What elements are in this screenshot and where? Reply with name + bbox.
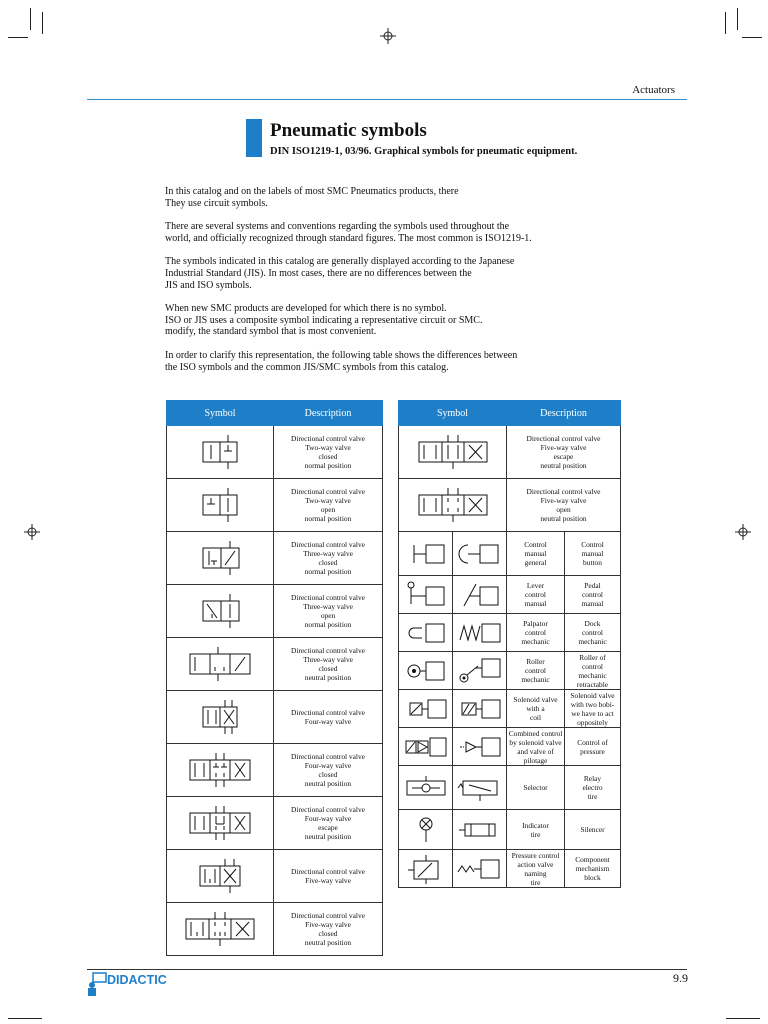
table-row [399, 728, 621, 766]
crop-mark [737, 8, 738, 30]
column-header-description: Description [507, 401, 621, 426]
solenoid-icon [402, 694, 450, 724]
description-cell: Roller control mechanic [507, 652, 565, 690]
symbol-cell [167, 532, 274, 585]
description-cell: Pedal control manual [565, 576, 621, 614]
intro-paragraph: There are several systems and conventions regarding the symbols used throughout the world, and officially recognized through standard figures. The most common is ISO1219-1. [165, 221, 532, 244]
brand-logo-text: DIDACTIC [107, 973, 167, 987]
page-number: 9.9 [673, 971, 688, 985]
table-row [399, 576, 621, 614]
roller-icon [402, 656, 450, 686]
page-subtitle: DIN ISO1219-1, 03/96. Graphical symbols for pneumatic equipment. [270, 146, 578, 157]
description-cell: Directional control valve Two-way valve open normal position [274, 479, 383, 532]
title-accent-bar [246, 119, 262, 157]
symbols-table-right [398, 400, 621, 888]
intro-paragraph: In order to clarify this representation, the following table shows the differences between the ISO symbols and the common JIS/SMC symbols from this catalog. [165, 349, 518, 373]
selector-icon [401, 773, 451, 803]
description-cell: Indicator tire [507, 810, 565, 850]
table-row [167, 532, 383, 585]
description-cell: Dock control mechanic [565, 614, 621, 652]
symbol-cell [399, 810, 453, 850]
symbol-cell [453, 576, 507, 614]
table-row [167, 426, 383, 479]
crop-mark [8, 1018, 42, 1019]
symbol-cell [167, 638, 274, 691]
description-cell: Directional control valve Two-way valve closed normal position [274, 426, 383, 479]
symbol-cell [399, 576, 453, 614]
symbol-cell [167, 479, 274, 532]
description-cell: Combined control by solenoid valve and valve of pilotage [507, 728, 565, 766]
symbol-cell [399, 532, 453, 576]
symbol-cell [399, 850, 453, 888]
symbol-cell [453, 652, 507, 690]
table-row [399, 532, 621, 576]
valve-5way-open-center-icon [413, 484, 493, 526]
symbol-cell [167, 426, 274, 479]
column-header-symbol: Symbol [399, 401, 507, 426]
description-cell: Lever control manual [507, 576, 565, 614]
pressure-valve-icon [402, 853, 450, 885]
symbol-cell [453, 532, 507, 576]
description-cell: Relay electro tire [565, 766, 621, 810]
description-cell: Solenoid valve with two bobi- we have to act oppositely [565, 690, 621, 728]
registration-mark-icon [380, 28, 396, 44]
table-row [167, 585, 383, 638]
indicator-icon [402, 814, 450, 846]
symbol-cell [167, 744, 274, 797]
valve-5way-icon [190, 855, 250, 897]
table-row [399, 766, 621, 810]
description-cell: Pressure control action valve naming tire [507, 850, 565, 888]
valve-3way-3pos-icon [185, 643, 255, 685]
symbol-cell [453, 766, 507, 810]
description-cell: Directional control valve Five-way valve closed neutral position [274, 903, 383, 956]
pressure-control-icon [456, 732, 504, 762]
symbol-cell [399, 652, 453, 690]
pedal-icon [456, 580, 504, 610]
table-row [167, 797, 383, 850]
table-row [399, 426, 621, 479]
symbol-cell [399, 479, 507, 532]
description-cell: Directional control valve Four-way valve closed neutral position [274, 744, 383, 797]
description-cell: Directional control valve Three-way valve closed normal position [274, 532, 383, 585]
description-cell: Silencer [565, 810, 621, 850]
description-cell: Directional control valve Five-way valve escape neutral position [507, 426, 621, 479]
intro-paragraph: When new SMC products are developed for which there is no symbol. ISO or JIS uses a composite symbol indicating a representative circuit or SMC. modify, the standard symbol that is most convenient. [165, 303, 483, 338]
symbols-table-left [166, 400, 383, 956]
valve-5way-closed-center-icon [182, 908, 258, 950]
table-row [167, 479, 383, 532]
lever-icon [402, 580, 450, 610]
column-header-description: Description [274, 401, 383, 426]
footer-rule [87, 969, 687, 970]
description-cell: Directional control valve Four-way valve [274, 691, 383, 744]
crop-mark [42, 12, 43, 34]
symbol-cell [453, 728, 507, 766]
description-cell: Component mechanism block [565, 850, 621, 888]
solenoid-pilot-icon [402, 732, 450, 762]
valve-5way-exhaust-center-icon [413, 431, 493, 473]
valve-3way-closed-icon [190, 537, 250, 579]
symbol-cell [399, 766, 453, 810]
crop-mark [742, 37, 762, 38]
description-cell: Directional control valve Three-way valve open normal position [274, 585, 383, 638]
valve-4way-icon [190, 696, 250, 738]
header-rule [87, 99, 687, 100]
intro-text [165, 186, 585, 385]
description-cell: Control manual button [565, 532, 621, 576]
description-cell: Directional control valve Three-way valve closed neutral position [274, 638, 383, 691]
valve-4way-closed-center-icon [185, 749, 255, 791]
description-cell: Solenoid valve with a coil [507, 690, 565, 728]
plunger-icon [402, 618, 450, 648]
symbol-cell [453, 614, 507, 652]
didactic-logo-icon [86, 972, 108, 996]
valve-4way-exhaust-center-icon [185, 802, 255, 844]
description-cell: Directional control valve Four-way valve escape neutral position [274, 797, 383, 850]
description-cell: Selector [507, 766, 565, 810]
registration-mark-icon [735, 524, 751, 540]
table-row [167, 691, 383, 744]
table-row [399, 652, 621, 690]
valve-2way-closed-icon [190, 431, 250, 473]
valve-2way-open-icon [190, 484, 250, 526]
crop-mark [726, 1018, 760, 1019]
electro-pneumatic-relay-icon [455, 773, 505, 803]
crop-mark [725, 12, 726, 34]
description-cell: Roller of control mechanic retractable [565, 652, 621, 690]
table-row [399, 690, 621, 728]
description-cell: Directional control valve Five-way valve [274, 850, 383, 903]
crop-mark [30, 8, 31, 30]
table-row [399, 614, 621, 652]
description-cell: Palpator control mechanic [507, 614, 565, 652]
push-button-icon [456, 539, 504, 569]
table-row [167, 850, 383, 903]
symbol-cell [399, 690, 453, 728]
mechanism-block-icon [455, 854, 505, 884]
description-cell: Control of pressure [565, 728, 621, 766]
double-solenoid-icon [456, 694, 504, 724]
table-row [167, 744, 383, 797]
table-row [167, 903, 383, 956]
registration-mark-icon [24, 524, 40, 540]
symbol-cell [167, 903, 274, 956]
symbol-cell [453, 850, 507, 888]
table-row [399, 479, 621, 532]
table-row [167, 638, 383, 691]
table-row [399, 810, 621, 850]
symbol-cell [167, 850, 274, 903]
symbol-cell [167, 585, 274, 638]
section-label: Actuators [632, 84, 675, 96]
page-title: Pneumatic symbols [270, 120, 427, 141]
table-row [399, 850, 621, 888]
intro-paragraph: In this catalog and on the labels of most SMC Pneumatics products, there They use circuit symbols. [165, 186, 459, 209]
symbol-cell [399, 614, 453, 652]
retractable-roller-icon [456, 656, 504, 686]
symbol-cell [167, 797, 274, 850]
symbol-cell [453, 690, 507, 728]
silencer-icon [455, 815, 505, 845]
intro-paragraph: The symbols indicated in this catalog are generally displayed according to the Japanese Industrial Standard (JIS). In most cases, there are no differences between the JIS and ISO symbols. [165, 256, 515, 291]
symbol-cell [167, 691, 274, 744]
spring-icon [456, 618, 504, 648]
manual-control-icon [402, 539, 450, 569]
valve-3way-open-icon [190, 590, 250, 632]
column-header-symbol: Symbol [167, 401, 274, 426]
description-cell: Control manual general [507, 532, 565, 576]
crop-mark [8, 37, 28, 38]
symbol-cell [399, 426, 507, 479]
symbol-cell [399, 728, 453, 766]
symbol-cell [453, 810, 507, 850]
description-cell: Directional control valve Five-way valve open neutral position [507, 479, 621, 532]
